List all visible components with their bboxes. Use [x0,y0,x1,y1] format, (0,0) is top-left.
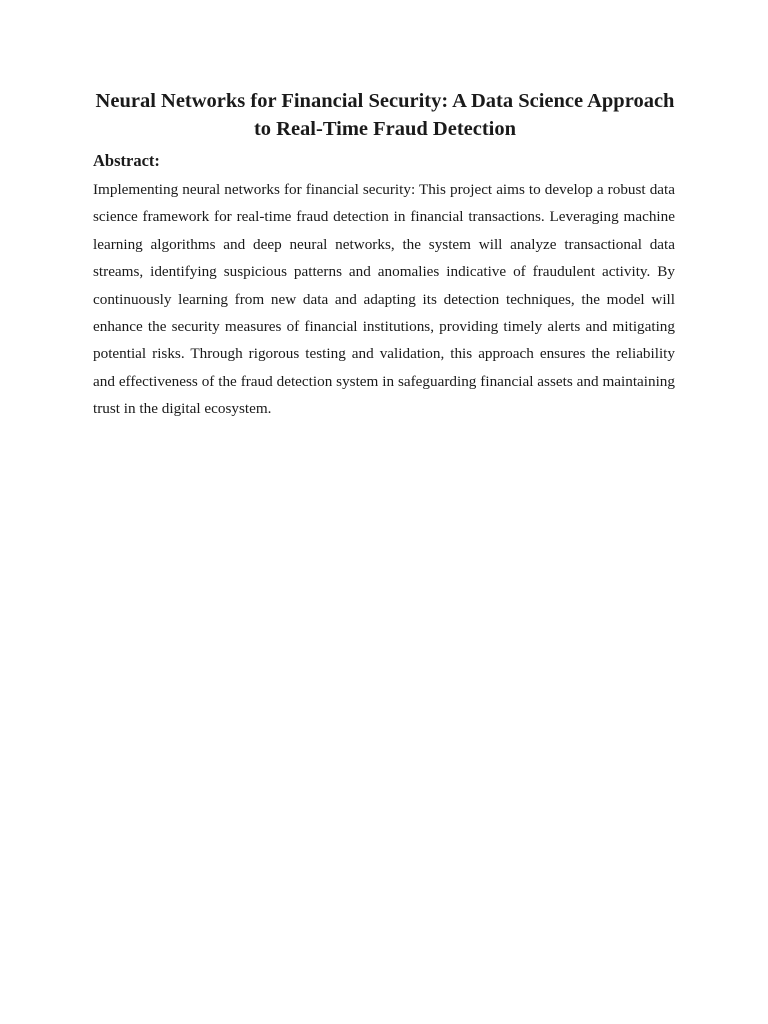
abstract-heading: Abstract: [93,151,160,170]
abstract-paragraph: Implementing neural networks for financial security: This project aims to develop a robust data science framework for real-time fraud detection in financial transactions. Leveraging machine learning algorithms and deep neural networks, the system will analyze transactional data streams, identifying suspicious patterns and anomalies indicative of fraudulent activity. By continuously learning from new data and adapting its detection techniques, the model will enhance the security measures of financial institutions, providing timely alerts and mitigating potential risks. Through rigorous testing and validation, this approach ensures the reliability and effectiveness of the fraud detection system in safeguarding financial assets and maintaining trust in the digital ecosystem. [93,181,675,418]
paper-title: Neural Networks for Financial Security: A Data Science Approach to Real-Time Fraud Detection [95,90,675,140]
